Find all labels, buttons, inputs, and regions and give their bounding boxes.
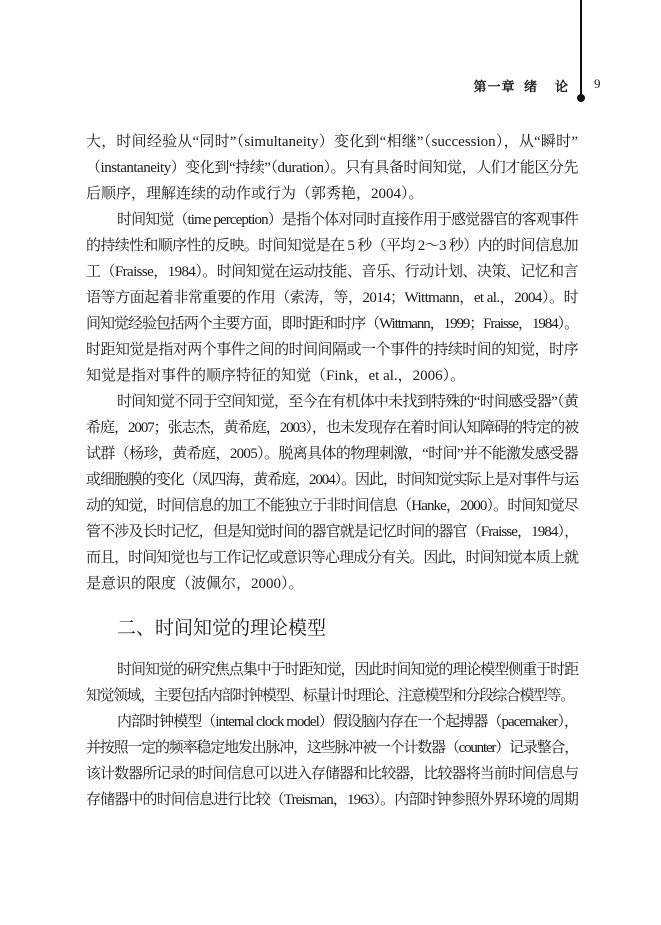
section-heading: 二、时间知觉的理论模型	[117, 617, 327, 639]
text-line: 是意识的限度（波佩尔，2000）。	[86, 576, 304, 592]
header-rule	[580, 0, 582, 98]
text-line: 动的知觉，时间信息的加工不能独立于非时间信息（Hanke，2000）。时间知觉尽	[86, 498, 578, 514]
text-line: 试群（杨珍，黄希庭，2005）。脱离具体的物理刺激，“时间”并不能激发感受器	[86, 446, 578, 462]
text-line: 语等方面起着非常重要的作用（索涛，等，2014；Wittmann，et al.，2004）。时	[86, 290, 578, 306]
text-line: 后顺序，理解连续的动作或行为（郭秀艳，2004）。	[86, 186, 424, 202]
text-line: 该计数器所记录的时间信息可以进入存储器和比较器，比较器将当前时间信息与	[86, 766, 578, 782]
page-body	[86, 129, 578, 813]
running-title: 第一章 绪 论	[473, 79, 569, 94]
text-line: 希庭，2007；张志杰，黄希庭，2003），也未发现存在着时间认知障碍的特定的被	[86, 420, 578, 436]
text-line: 并按照一定的频率稳定地发出脉冲，这些脉冲被一个计数器（counter）记录整合，	[86, 740, 578, 756]
paragraph	[86, 389, 578, 597]
text-line: （instantaneity）变化到“持续”（duration）。只有具备时间知觉，人们才能区分先	[86, 160, 578, 176]
text-line: 时间知觉不同于空间知觉，至今在有机体中未找到特殊的“时间感受器”（黄	[117, 394, 578, 410]
text-line: 工（Fraisse，1984）。时间知觉在运动技能、音乐、行动计划、决策、记忆和言	[86, 264, 578, 280]
text-line: 大，时间经验从“同时”（simultaneity）变化到“相继”（succession），从“瞬时”	[86, 134, 578, 150]
text-line: 时间知觉的研究焦点集中于时距知觉，因此时间知觉的理论模型侧重于时距	[117, 662, 578, 678]
paragraph	[86, 129, 578, 207]
text-line: 或细胞膜的变化（凤四海，黄希庭，2004）。因此，时间知觉实际上是对事件与运	[86, 472, 578, 488]
paragraph	[86, 709, 578, 813]
header-rule-dot	[577, 94, 585, 102]
text-line: 时距知觉是指对两个事件之间的时间间隔或一个事件的持续时间的知觉，时序	[86, 342, 578, 358]
paragraph	[86, 657, 578, 709]
text-line: 时间知觉（time perception）是指个体对同时直接作用于感觉器官的客观事件	[117, 212, 578, 228]
paragraph	[86, 207, 578, 389]
text-line: 管不涉及长时记忆，但是知觉时间的器官就是记忆时间的器官（Fraisse，1984），	[86, 524, 579, 540]
text-line: 而且，时间知觉也与工作记忆或意识等心理成分有关。因此，时间知觉本质上就	[86, 550, 578, 566]
text-line: 存储器中的时间信息进行比较（Treisman，1963）。内部时钟参照外界环境的周期	[86, 792, 578, 808]
text-line: 知觉领域，主要包括内部时钟模型、标量计时理论、注意模型和分段综合模型等。	[86, 688, 574, 704]
page-number: 9	[594, 76, 601, 91]
text-line: 间知觉经验包括两个主要方面，即时距和时序（Wittmann，1999；Fraisse，1984）。	[86, 316, 578, 332]
text-line: 知觉是指对事件的顺序特征的知觉（Fink，et al.，2006）。	[86, 368, 466, 384]
text-line: 的持续性和顺序性的反映。时间知觉是在 5 秒（平均 2～3 秒）内的时间信息加	[86, 238, 578, 254]
text-line: 内部时钟模型（internal clock model）假设脑内存在一个起搏器（pacemaker），	[117, 714, 578, 730]
